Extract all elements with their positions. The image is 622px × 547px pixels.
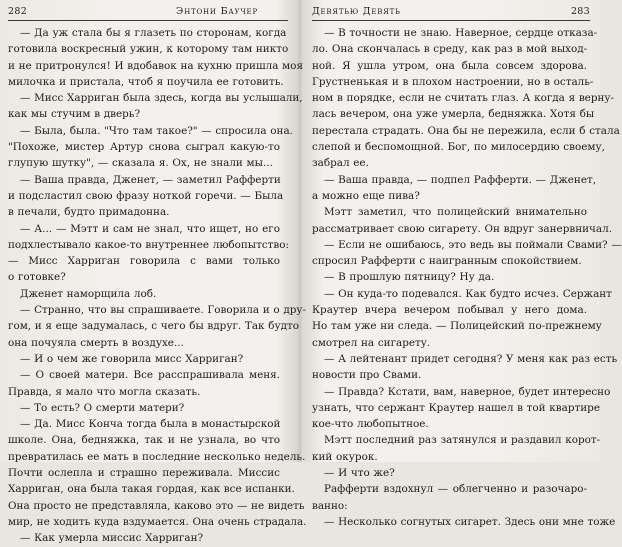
- text-line: — Как умерла миссис Харриган?: [20, 532, 204, 545]
- text-line: и подсластил свою фразу ноткой горечи. — Была: [8, 189, 284, 202]
- text-line: — Да уж стала бы я глазеть по сторонам, когда: [20, 27, 287, 39]
- right-page-text: [312, 25, 622, 530]
- text-line: новости про Свами.: [312, 369, 422, 382]
- text-line: — Ваша правда, — подпел Рафферти. — Дженет,: [324, 173, 597, 186]
- text-line: а можно еще пива?: [312, 189, 420, 202]
- text-line: в печали, будто примадонна.: [8, 206, 170, 219]
- text-line: рассматривает свою сигарету. Он вдруг занервничал.: [312, 222, 613, 235]
- text-line: смотрел на сигарету.: [312, 336, 431, 349]
- text-line: подхлестывало какое-то внутреннее любопытство:: [8, 238, 290, 251]
- left-running-header: Энтони Баучер: [176, 6, 258, 17]
- text-line: — А лейтенант придет сегодня? У меня как раз есть: [324, 352, 618, 365]
- text-line: Харриган, она была такая гордая, как все испанки.: [8, 483, 295, 496]
- left-header-rule: [8, 20, 288, 21]
- text-line: — В прошлую пятницу? Ну да.: [324, 271, 495, 284]
- left-page-number: 282: [8, 6, 28, 17]
- text-line: она почуяла смерть в воздухе...: [8, 336, 184, 349]
- text-line: слепой и беспомощной. Бог, по милосердию своему,: [312, 141, 605, 154]
- text-line: — Если не ошибаюсь, это ведь вы поймали Свами? —: [324, 238, 622, 251]
- text-line: Мэтт заметил, что полицейский внимательно: [324, 206, 587, 219]
- right-page: [300, 0, 622, 528]
- text-line: гом, и я еще задумалась, с чего бы вдруг. Так будто: [8, 320, 299, 333]
- left-page-text: [8, 25, 307, 547]
- text-line: — Правда? Кстати, вам, наверное, будет интересно: [324, 385, 611, 398]
- right-page-number: 283: [570, 6, 590, 17]
- text-line: Краутер вчера вечером побывал у него дома.: [312, 304, 587, 317]
- text-line: кое-что любопытное.: [312, 418, 429, 431]
- text-line: мир, не ходить куда вздумается. Она очень страдала.: [8, 515, 307, 528]
- text-line: как мы стучим в дверь?: [8, 108, 141, 121]
- text-line: забрал ее.: [312, 157, 369, 170]
- text-line: ном в порядке, если не считать глаз. А когда я верну-: [312, 92, 615, 105]
- text-line: Мэтт последний раз затянулся и раздавил корот-: [324, 434, 601, 447]
- text-line: узнать, что сержант Краутер нашел в той квартире: [312, 401, 600, 414]
- text-line: — Мисс Харриган была здесь, когда вы услышали,: [20, 92, 303, 105]
- text-line: глупую шутку", — сказала я. Ох, не знали мы...: [8, 157, 273, 170]
- text-line: Но там уже ни следа. — Полицейский по-прежнему: [312, 320, 602, 333]
- text-line: — И что же?: [324, 467, 395, 480]
- text-line: Рафферти вздохнул — облегченно и разочаро-: [324, 483, 587, 496]
- text-line: лась вечером, она уже умерла, бедняжка. Хотя бы: [312, 108, 595, 121]
- text-line: спросил Рафферти с наигранным спокойствием.: [312, 255, 582, 268]
- text-line: превратилась ее мать в последние несколько недель.: [8, 450, 306, 463]
- text-line: кий окурок.: [312, 450, 378, 463]
- text-line: ванно:: [312, 499, 348, 512]
- text-line: Она просто не представляла, каково это — не видеть: [8, 499, 305, 512]
- text-line: — А... — Мэтт и сам не знал, что ищет, но его: [20, 222, 280, 235]
- text-line: — Да. Мисс Конча тогда была в монастырской: [20, 418, 281, 431]
- text-line: Правда, я мало что могла сказать.: [8, 385, 201, 398]
- text-line: — О своей матери. Все расспрашивала меня.: [20, 369, 280, 382]
- text-line: — Несколько согнутых сигарет. Здесь они мне тоже: [324, 515, 616, 528]
- text-line: — Мисс Харриган говорила с вами только: [8, 255, 280, 268]
- right-header-rule: [312, 20, 590, 21]
- text-line: — Странно, что вы спрашиваете. Говорила и о дру-: [20, 304, 306, 317]
- text-line: перестала страдать. Она бы не пережила, если б стала: [312, 124, 620, 137]
- text-line: милочка и пристала, чтоб я поучила ее готовить.: [8, 75, 284, 88]
- text-line: — Он куда-то подевался. Как будто исчез. Сержант: [324, 287, 612, 300]
- text-line: Почти ослепла и страшно переживала. Миссис: [8, 467, 280, 480]
- text-line: ло. Она скончалась в среду, как раз в мой выход-: [312, 43, 588, 56]
- left-page-header: [8, 6, 288, 18]
- text-line: Дженет наморщила лоб.: [20, 287, 157, 300]
- left-page: [0, 0, 307, 545]
- text-line: Грустненькая и в плохом настроении, но в осталь-: [312, 75, 594, 88]
- text-line: — Была, была. "Что там такое?" — спросила она.: [20, 124, 293, 137]
- text-line: — И о чем же говорила мисс Харриган?: [20, 352, 244, 365]
- text-line: школе. Она, бедняжка, так и не узнала, во что: [8, 434, 280, 447]
- text-line: ной. Я ушла утром, она была совсем здорова.: [312, 59, 587, 72]
- right-running-header: Девятью Девять: [312, 6, 401, 17]
- text-line: — Ваша правда, Дженет, — заметил Рафферти: [20, 173, 281, 186]
- text-line: — В точности не знаю. Наверное, сердце отказа-: [324, 27, 598, 39]
- text-line: "Похоже, мистер Артур снова сыграл какую-то: [8, 141, 280, 154]
- text-line: о готовке?: [8, 271, 66, 284]
- text-line: готовила воскресный ужин, к которому там никто: [8, 43, 289, 56]
- text-line: и не притронулся! И вдобавок на кухню пришла моя: [8, 59, 303, 72]
- text-line: — То есть? О смерти матери?: [20, 401, 185, 414]
- right-page-header: [312, 6, 590, 18]
